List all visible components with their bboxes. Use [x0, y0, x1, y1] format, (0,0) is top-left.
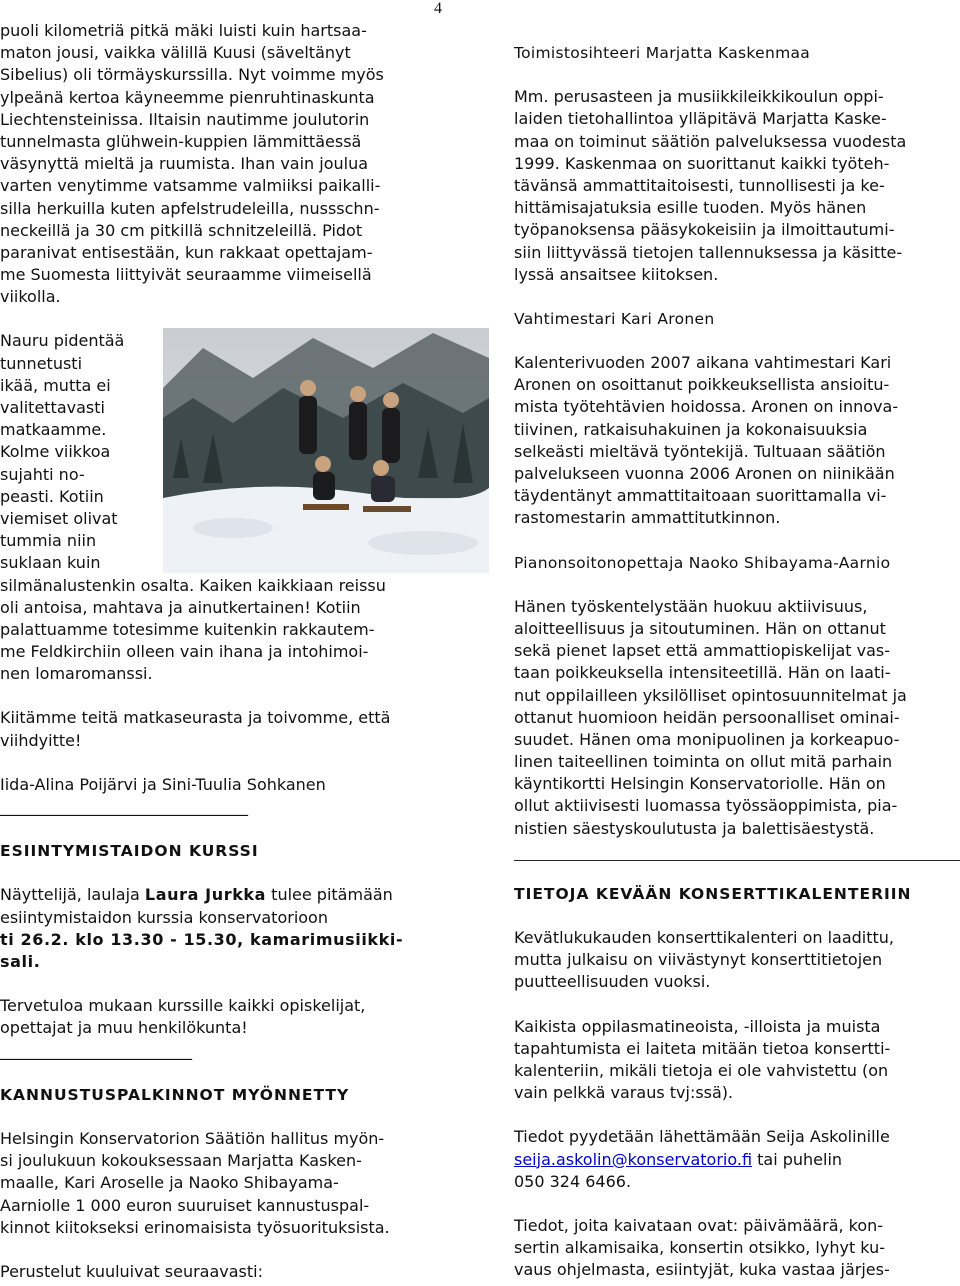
- text-line: Aronen on osoittanut poikkeuksellista ansioitu-: [514, 375, 890, 395]
- left-column: [0, 0, 452, 1283]
- text-line: kalenteriin, mikäli tietoja ei ole vahvistettu (on: [514, 1061, 889, 1080]
- text-line: maa on toiminut säätiön palveluksessa vuodesta: [514, 131, 907, 151]
- concert-contact-email-line: seija.askolin@konservatorio.fi tai puhelin: [514, 1149, 843, 1169]
- text-line: nen lomaromanssi.: [0, 664, 153, 684]
- subheading-aronen: Vahtimestari Kari Aronen: [514, 309, 715, 328]
- text-line: palvelukseen vuonna 2006 Aronen on niinikään: [514, 464, 895, 484]
- text-line: puutteellisuuden vuoksi.: [514, 972, 711, 992]
- text-line: Kalenterivuoden 2007 aikana vahtimestari Kari: [514, 353, 892, 373]
- text-line: suudet. Hänen oma monipuolinen ja korkeapuo-: [514, 729, 900, 749]
- text-line: Kolme viikkoa: [0, 442, 111, 462]
- shibayama-text: [514, 596, 960, 840]
- award-text: [0, 1128, 452, 1239]
- divider: _______________________________: [0, 797, 248, 817]
- text-line: tunnetusti: [0, 353, 83, 373]
- text-line: Hänen työskentelystään huokuu aktiivisuus,: [514, 596, 868, 616]
- text-line: vain pelkkä varaus tvj:ssä).: [514, 1083, 734, 1103]
- text-line: tunnelmasta glühwein-kuppien lämmittäessä: [0, 131, 362, 151]
- text-line: ollut aktiivisesti luomassa työssäoppimista, pia-: [514, 796, 898, 816]
- text-line: työpanoksensa pääsykokeisiin ja ilmoittautumi-: [514, 220, 895, 240]
- text-line: Kevätlukukauden konserttikalenteri on laadittu,: [514, 928, 895, 948]
- text-line: hittämisajatuksia esille tuoden. Myös hänen: [514, 198, 867, 218]
- course-place: sali.: [0, 952, 41, 972]
- aronen-text: [514, 352, 960, 530]
- course-line-1: Näyttelijä, laulaja Laura Jurkka tulee pitämään: [0, 885, 393, 905]
- travel-intro: [0, 20, 452, 308]
- thanks-text: [0, 707, 452, 751]
- text-line: tiivinen, ratkaisuhakuinen ja kokonaisuuksia: [514, 419, 868, 439]
- text-line: aloitteellisuus ja sitoutuminen. Hän on ottanut: [514, 618, 886, 638]
- text-line: Aarniolle 1 000 euron suuruiset kannustuspal-: [0, 1195, 370, 1215]
- award-heading: KANNUSTUSPALKINNOT MYÖNNETTY: [0, 1085, 350, 1104]
- course-time: ti 26.2. klo 13.30 - 15.30, kamarimusiikki-: [0, 929, 404, 949]
- text-line: Sibelius) oli törmäyskurssilla. Nyt voimme myös: [0, 65, 384, 85]
- text-line: puoli kilometriä pitkä mäki luisti kuin hartsaa-: [0, 21, 367, 40]
- text-line: Tiedot, joita kaivataan ovat: päivämäärä, kon-: [514, 1215, 884, 1235]
- text-line: palattuamme totesimme kuitenkin rakkautem-: [0, 619, 375, 639]
- text-line: maalle, Kari Aroselle ja Naoko Shibayama-: [0, 1173, 339, 1193]
- text-line: Kiitämme teitä matkaseurasta ja toivomme, että: [0, 708, 391, 728]
- text-line: me Suomesta liittyivät seuraamme viimeisellä: [0, 265, 372, 285]
- concert-text-1: [514, 927, 960, 994]
- text-line: sekä pienet lapset että ammattiopiskelijat vas-: [514, 641, 890, 661]
- text-line: viihdyitte!: [0, 730, 82, 750]
- subheading-kaskenmaa: Toimistosihteeri Marjatta Kaskenmaa: [514, 44, 811, 62]
- concert-text-2: [514, 1016, 960, 1105]
- text-line: sujahti no-: [0, 464, 85, 484]
- text-line: lyssä ansaitsee kiitoksen.: [514, 264, 719, 284]
- text-line: matkaamme.: [0, 420, 107, 440]
- text-line: maton jousi, vaikka välillä Kuusi (säveltänyt: [0, 43, 351, 63]
- text-line: Liechtensteinissa. Iltaisin nautimme joulutorin: [0, 109, 370, 129]
- concert-heading: TIETOJA KEVÄÄN KONSERTTIKALENTERIIN: [514, 884, 912, 903]
- travel-conclusion: [0, 575, 452, 686]
- text-line: Tervetuloa mukaan kurssille kaikki opiskelijat,: [0, 996, 366, 1016]
- divider: ________________________: [0, 1040, 192, 1060]
- instructor-name: Laura Jurkka: [144, 885, 267, 905]
- text-line: selkeästi mieltävä työntekijä. Tultuaan säätiön: [514, 441, 886, 461]
- text-line: siin liittyvässä tietojen tallennuksessa ja käsitte-: [514, 242, 903, 262]
- concert-contact-line: Tiedot pyydetään lähettämään Seija Askolinille: [514, 1127, 890, 1147]
- text-line: täydentänyt ammattitaitoaan suorittamalla vi-: [514, 486, 887, 506]
- text-line: oli antoisa, mahtava ja ainutkertainen! Kotiin: [0, 597, 361, 617]
- text-line: ylpeänä kertoa käyneemme pienruhtinaskunta: [0, 87, 375, 107]
- text-line: Nauru pidentää: [0, 331, 125, 351]
- kaskenmaa-text: [514, 86, 960, 286]
- email-link[interactable]: seija.askolin@konservatorio.fi: [514, 1149, 753, 1169]
- text-line: neckeillä ja 30 cm pitkillä schnitzeleillä. Pidot: [0, 220, 363, 240]
- group-photo: [163, 328, 489, 573]
- text-line: väsynyttä mieltä ja ruumista. Ihan vain joulua: [0, 154, 369, 174]
- course-welcome: [0, 995, 452, 1039]
- text-line: kinnot kiitokseksi erinomaisista työsuorituksista.: [0, 1217, 390, 1237]
- phone-number: 050 324 6466.: [514, 1171, 632, 1191]
- text-line: tävänsä ammattitaitoisesti, tunnollisesti ja ke-: [514, 175, 885, 195]
- signature: Iida-Alina Poijärvi ja Sini-Tuulia Sohkanen: [0, 774, 326, 794]
- right-column: [514, 0, 960, 1282]
- text-line: sertin alkamisaika, konsertin otsikko, lyhyt ku-: [514, 1238, 885, 1258]
- text-line: nut oppilailleen yksilölliset opintosuunnitelmat ja: [514, 685, 907, 705]
- text-line: varten venytimme vatsamme valmiiksi paikalli-: [0, 176, 381, 196]
- text-line: tummia niin: [0, 531, 97, 551]
- reasons-line: Perustelut kuuluivat seuraavasti:: [0, 1261, 263, 1281]
- text-line: vaus ohjelmasta, esiintyjät, kuka vastaa järjes-: [514, 1260, 890, 1280]
- text-line: Helsingin Konservatorion Säätiön hallitus myön-: [0, 1128, 385, 1148]
- text-line: si joulukuun kokouksessaan Marjatta Kasken-: [0, 1151, 362, 1171]
- subheading-shibayama: Pianonsoitonopettaja Naoko Shibayama-Aarnio: [514, 553, 891, 572]
- text-line: opettajat ja muu henkilökunta!: [0, 1018, 248, 1038]
- text-line: laiden tietohallintoa ylläpitävä Marjatta Kaske-: [514, 109, 887, 129]
- text-line: viemiset olivat: [0, 508, 118, 528]
- text-line: nistien säestyskoulutusta ja balettisäestystä.: [514, 818, 875, 838]
- text-line: viikolla.: [0, 287, 61, 307]
- text-line: paranivat entisestään, kun rakkaat opettajam-: [0, 242, 373, 262]
- text-line: käyntikortti Helsingin Konservatoriolle. Hän on: [514, 774, 886, 794]
- text-line: 1999. Kaskenmaa on suorittanut kaikki työteh-: [514, 153, 890, 173]
- text-line: mutta julkaisu on viivästynyt konserttitietojen: [514, 950, 883, 970]
- text-line: me Feldkirchiin olleen vain ihana ja intohimoi-: [0, 642, 369, 662]
- text-line: Kaikista oppilasmatineoista, -illoista ja muista: [514, 1016, 881, 1036]
- text-line: valitettavasti: [0, 398, 105, 417]
- text-line: tapahtumista ei laiteta mitään tietoa konsertti-: [514, 1038, 891, 1058]
- text-line: Mm. perusasteen ja musiikkileikkikoulun oppi-: [514, 87, 884, 107]
- text-line: silmänalustenkin osalta. Kaiken kaikkiaan reissu: [0, 575, 386, 595]
- text-line: taan poikkeuksella intensiteetillä. Hän on laati-: [514, 663, 891, 683]
- page-number: 4: [434, 0, 442, 17]
- text-line: ottanut huomioon heidän persoonalliset ominai-: [514, 707, 900, 727]
- text-line: linen taiteellinen toiminta on ollut mitä parhain: [514, 752, 893, 772]
- text-line: peasti. Kotiin: [0, 486, 104, 506]
- concert-text-4: [514, 1215, 960, 1282]
- text-line: ikää, mutta ei: [0, 375, 111, 395]
- course-line-2: esiintymistaidon kurssia konservatorioon: [0, 907, 328, 927]
- course-heading: ESIINTYMISTAIDON KURSSI: [0, 842, 259, 861]
- text-line: rastomestarin ammattitutkinnon.: [514, 508, 781, 528]
- text-line: silla herkuilla kuten apfelstrudeleilla, nussschn-: [0, 198, 380, 218]
- text-line: suklaan kuin: [0, 553, 101, 573]
- text-line: mista työtehtävien hoidossa. Aronen on innova-: [514, 397, 899, 417]
